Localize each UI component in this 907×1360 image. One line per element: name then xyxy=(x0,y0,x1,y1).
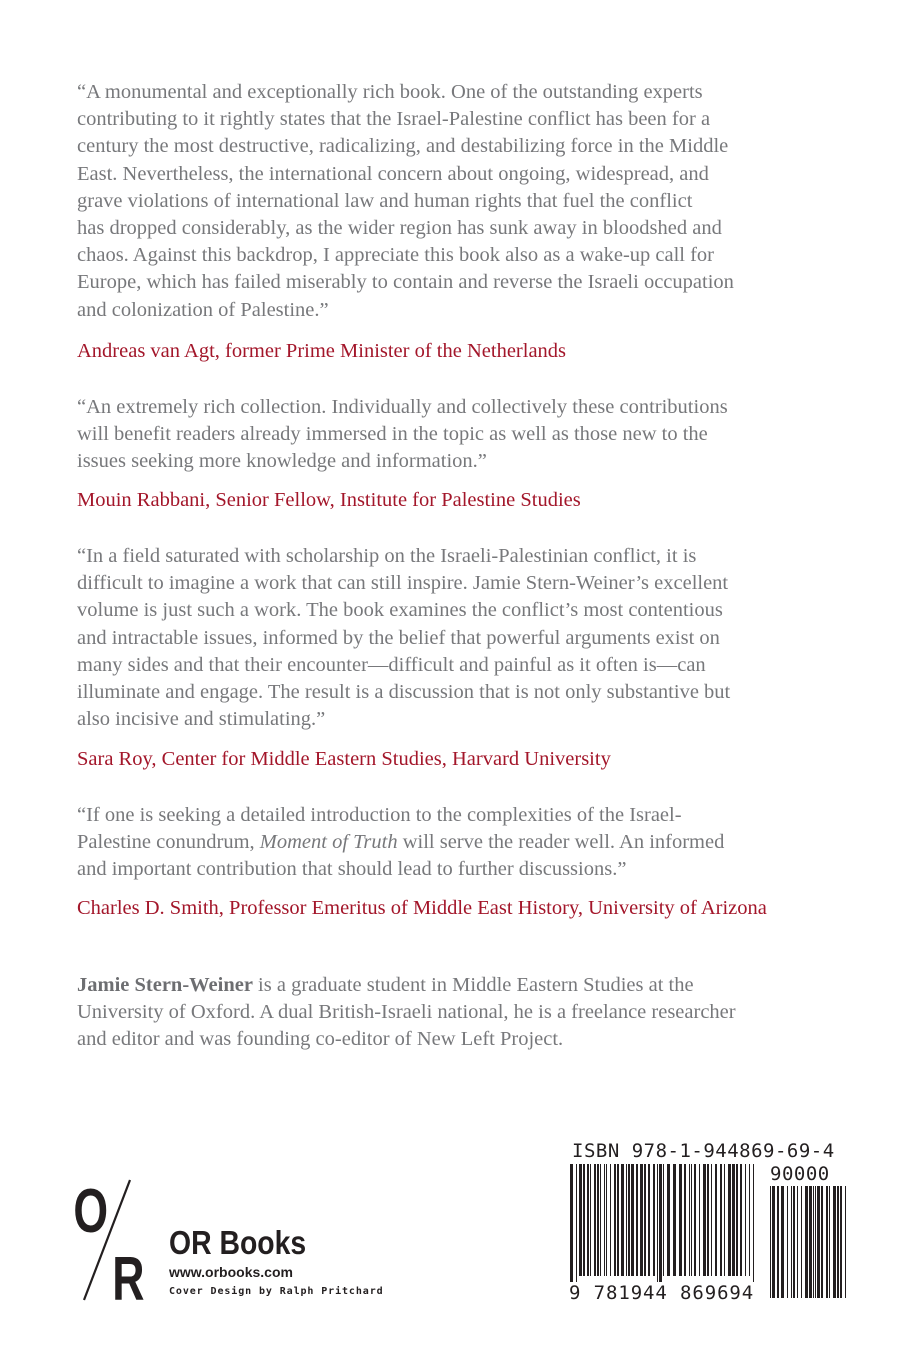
barcode-bar xyxy=(594,1164,596,1276)
barcode-bar xyxy=(745,1164,746,1276)
bio-text: is a graduate student in Middle Eastern Studies at the xyxy=(252,974,694,996)
barcode-bar xyxy=(833,1186,836,1298)
barcode-bar xyxy=(653,1164,655,1276)
barcode-bar xyxy=(590,1164,591,1276)
barcode-bar xyxy=(657,1164,658,1284)
barcode-bar xyxy=(648,1164,650,1276)
endorsement-attribution-1: Andreas van Agt, former Prime Minister of the Netherlands xyxy=(77,340,567,362)
barcode-bar xyxy=(621,1164,624,1276)
endorsement-quote-4 xyxy=(77,802,837,884)
barcode-bar xyxy=(815,1186,816,1298)
barcode-bar xyxy=(707,1164,709,1276)
barcode-bar xyxy=(587,1164,589,1276)
barcode-bar xyxy=(663,1164,664,1276)
quote-line: East. Nevertheless, the international concern about ongoing, widespread, and xyxy=(77,162,709,185)
quote-text: Palestine conundrum, xyxy=(77,831,260,854)
barcode-bar xyxy=(673,1164,676,1276)
bio-line xyxy=(77,972,837,999)
quote-line: illuminate and engage. The result is a discussion that is not only substantive but xyxy=(77,681,731,704)
barcode-bar xyxy=(781,1186,784,1298)
quote-line: “If one is seeking a detailed introduction to the complexities of the Israel- xyxy=(77,804,682,826)
quote-line: chaos. Against this backdrop, I appreciate this book also as a wake-up call for xyxy=(77,244,715,267)
barcode-bar xyxy=(631,1164,634,1276)
quote-line: “In a field saturated with scholarship on the Israeli-Palestinian conflict, it is xyxy=(77,545,697,567)
isbn-label: ISBN 978-1-944869-69-4 xyxy=(572,1140,835,1162)
quote-line: and intractable issues, informed by the belief that powerful arguments exist on xyxy=(77,626,720,649)
barcode-bar xyxy=(813,1186,814,1298)
barcode-bar xyxy=(777,1186,779,1298)
barcode-bar xyxy=(604,1164,605,1276)
barcode-bar xyxy=(740,1164,742,1276)
bio-line: University of Oxford. A dual British-Israeli national, he is a freelance researcher xyxy=(77,1001,736,1024)
barcode-bar xyxy=(801,1186,802,1298)
quote-line: “A monumental and exceptionally rich book. One of the outstanding experts xyxy=(77,81,703,103)
quote-line: volume is just such a work. The book examines the conflict’s most contentious xyxy=(77,599,723,622)
barcode-bar xyxy=(809,1186,812,1298)
ean-digits: 9 781944 869694 xyxy=(569,1282,755,1304)
barcode-bar xyxy=(600,1164,601,1276)
bio-line: and editor and was founding co-editor of New Left Project. xyxy=(77,1028,564,1051)
addon-barcode xyxy=(770,1186,850,1306)
price-code: 90000 xyxy=(770,1163,830,1185)
publisher-logo-mark xyxy=(72,1176,152,1306)
barcode-bar xyxy=(711,1164,712,1276)
barcode-bar xyxy=(793,1186,795,1298)
barcode-bar xyxy=(699,1164,700,1276)
barcode-bar xyxy=(770,1186,771,1298)
quote-line: difficult to imagine a work that can still inspire. Jamie Stern-Weiner’s excellent xyxy=(77,572,729,595)
barcode-bar xyxy=(579,1164,582,1276)
barcode-bar xyxy=(691,1164,692,1276)
barcode-bar xyxy=(845,1186,846,1298)
barcode-bar xyxy=(829,1186,830,1298)
barcode-bar xyxy=(724,1164,725,1276)
barcode-bar xyxy=(667,1164,670,1276)
barcode-bar xyxy=(753,1164,754,1284)
barcode-bar xyxy=(597,1164,599,1276)
barcode-bar xyxy=(703,1164,706,1276)
barcode-bar xyxy=(797,1186,798,1298)
quote-line: will benefit readers already immersed in the topic as well as those new to the xyxy=(77,423,708,446)
quote-line: issues seeking more knowledge and information.” xyxy=(77,450,487,473)
endorsement-quote-1 xyxy=(77,79,837,324)
barcode-bar xyxy=(749,1164,750,1276)
barcode-bar xyxy=(694,1164,696,1276)
barcode-bar xyxy=(644,1164,646,1276)
quote-line xyxy=(77,829,837,856)
barcode-bar xyxy=(679,1164,682,1276)
endorsement-attribution-3: Sara Roy, Center for Middle Eastern Studies, Harvard University xyxy=(77,748,611,770)
quote-line: century the most destructive, radicalizing, and destabilizing force in the Middle xyxy=(77,135,729,158)
barcode-bar xyxy=(736,1164,738,1276)
endorsement-attribution-4: Charles D. Smith, Professor Emeritus of Middle East History, University of Arizona xyxy=(77,897,767,919)
barcode-bar xyxy=(636,1164,638,1276)
barcode-bar xyxy=(606,1164,607,1276)
barcode-bar xyxy=(617,1164,619,1276)
author-bio xyxy=(77,972,837,1054)
quote-line: contributing to it rightly states that the Israel-Palestine conflict has been for a xyxy=(77,108,711,131)
barcode-bar xyxy=(791,1186,792,1298)
barcode-bar xyxy=(583,1164,585,1276)
barcode-bar xyxy=(628,1164,630,1276)
quote-line: Europe, which has failed miserably to contain and reverse the Israeli occupation xyxy=(77,271,734,294)
quote-line: many sides and that their encounter—difficult and painful as it often is—can xyxy=(77,653,706,676)
barcode-bar xyxy=(720,1164,722,1276)
barcode-bar xyxy=(732,1164,735,1276)
quote-line: also incisive and stimulating.” xyxy=(77,708,326,731)
barcode-bar xyxy=(626,1164,627,1276)
quote-line: grave violations of international law and human rights that fuel the conflict xyxy=(77,189,693,212)
barcode-bar xyxy=(787,1186,788,1298)
logo-letter-o: O xyxy=(73,1176,109,1246)
quote-line: “An extremely rich collection. Individually and collectively these contributions xyxy=(77,396,728,418)
barcode-bar xyxy=(576,1164,577,1284)
quote-line: and colonization of Palestine.” xyxy=(77,298,329,321)
barcode-bar xyxy=(728,1164,731,1276)
barcode-bar xyxy=(684,1164,686,1276)
barcode-bar xyxy=(817,1186,820,1298)
barcode-bar xyxy=(614,1164,616,1276)
barcode-bar xyxy=(689,1164,690,1276)
endorsement-quote-3 xyxy=(77,543,837,733)
endorsement-attribution-2: Mouin Rabbani, Senior Fellow, Institute for Palestine Studies xyxy=(77,489,581,511)
publisher-url[interactable]: www.orbooks.com xyxy=(169,1264,293,1280)
barcode-bar xyxy=(772,1186,775,1298)
barcode-bar xyxy=(570,1164,573,1284)
author-name: Jamie Stern-Weiner xyxy=(77,974,253,996)
barcode-bar xyxy=(826,1186,828,1298)
cover-design-credit: Cover Design by Ralph Pritchard xyxy=(169,1286,384,1297)
quote-line: has dropped considerably, as the wider region has sunk away in bloodshed and xyxy=(77,217,722,240)
ean-barcode xyxy=(570,1164,760,1294)
barcode-bar xyxy=(640,1164,643,1276)
barcode-bar xyxy=(840,1186,842,1298)
barcode-bar xyxy=(659,1164,662,1284)
quote-line: and important contribution that should lead to further discussions.” xyxy=(77,858,627,881)
book-title: Moment of Truth xyxy=(259,831,398,854)
quote-text: will serve the reader well. An informed xyxy=(397,831,725,854)
barcode-bar xyxy=(837,1186,839,1298)
endorsement-quote-2 xyxy=(77,394,837,476)
barcode-bar xyxy=(715,1164,717,1276)
barcode-bar xyxy=(610,1164,611,1276)
logo-letter-r: R xyxy=(112,1244,145,1306)
barcode-bar xyxy=(821,1186,823,1298)
barcode-bar xyxy=(805,1186,808,1298)
publisher-name: OR Books xyxy=(169,1224,307,1261)
